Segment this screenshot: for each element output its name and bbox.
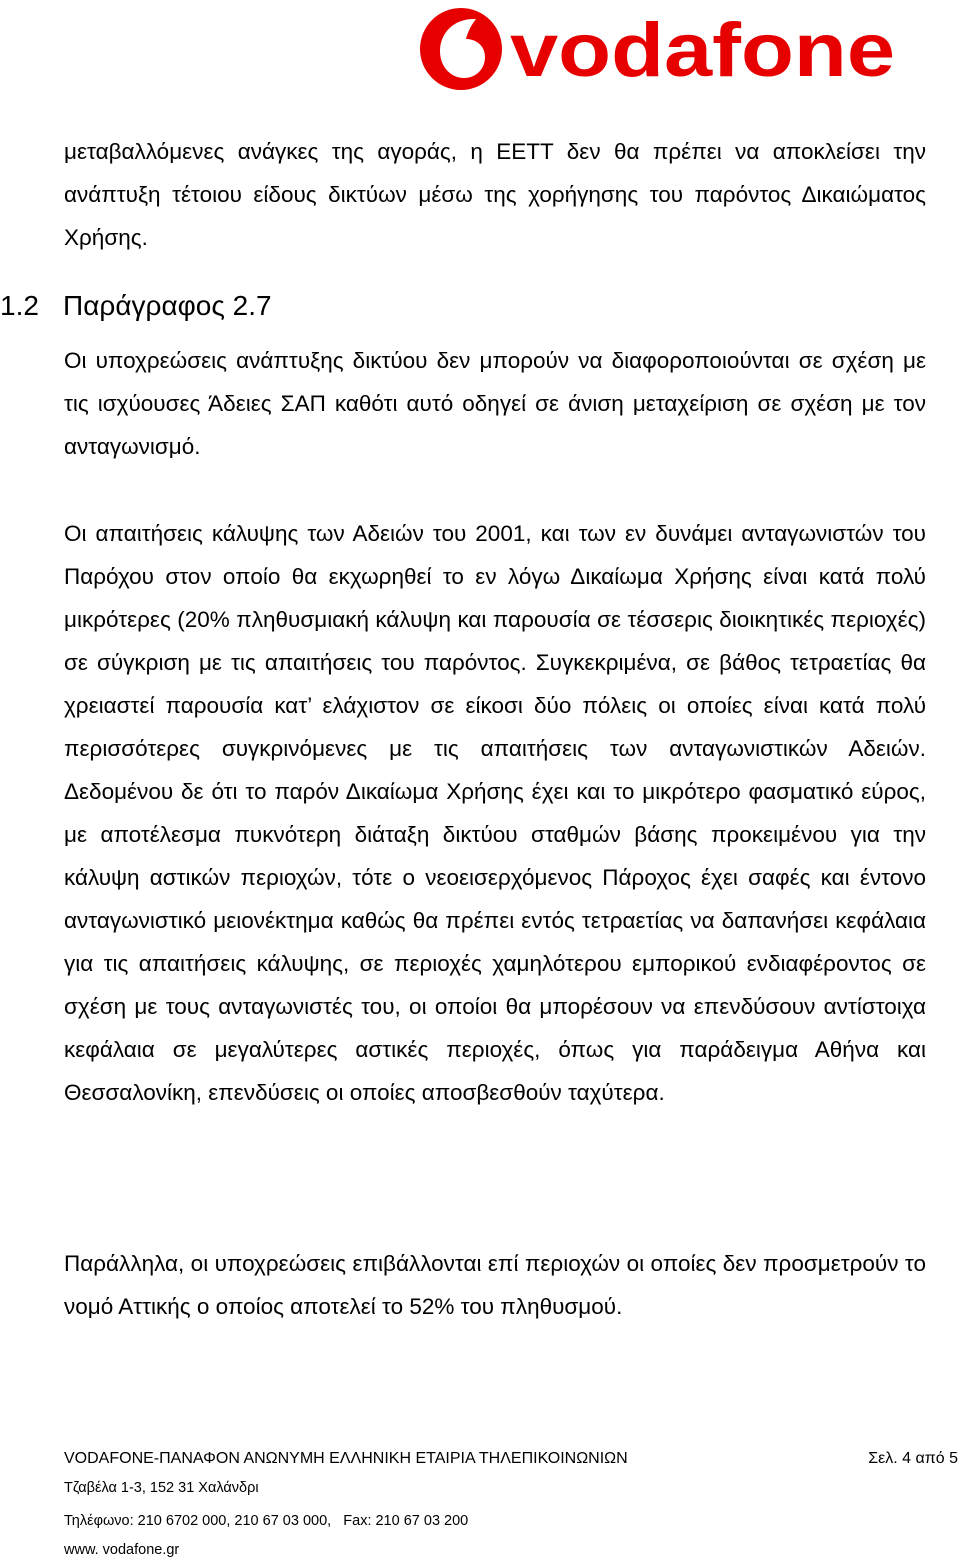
- footer-address: Τζαβέλα 1-3, 152 31 Χαλάνδρι: [64, 1480, 259, 1496]
- svg-text:vodafone: vodafone: [510, 8, 895, 92]
- paragraph-coverage: Οι απαιτήσεις κάλυψης των Αδειών του 2001, και των εν δυνάμει ανταγωνιστών του Παρόχου στον οποίο θα εκχωρηθεί το εν λόγω Δικαίωμα Χρήσης είναι κατά πολύ μικρότερες (20% πληθυσμιακή κάλυψη και παρουσία σε τέσσερις διοικητικές περιοχές) σε σύγκριση με τις απαιτήσεις του παρόντος. Συγκεκριμένα, σε βάθος τετραετίας θα χρειαστεί παρουσία κατ’ ελάχιστον σε είκοσι δύο πόλεις οι οποίες είναι κατά πολύ περισσότερες συγκρινόμενες με τις απαιτήσεις των ανταγωνιστικών Αδειών. Δεδομένου δε ότι το παρόν Δικαίωμα Χρήσης έχει και το μικρότερο φασματικό εύρος, με αποτέλεσμα πυκνότερη διάταξη δικτύου σταθμών βάσης προκειμένου για την κάλυψη αστικών περιοχών, τότε ο νεοεισερχόμενος Πάροχος έχει σαφές και έντονο ανταγωνιστικό μειονέκτημα καθώς θα πρέπει εντός τετραετίας να δαπανήσει κεφάλαια για τις απαιτήσεις κάλυψης, σε περιοχές χαμηλότερου εμπορικού ενδιαφέροντος σε σχέση με τους ανταγωνιστές του, οι οποίοι θα μπορέσουν να επενδύσουν αντίστοιχα κεφάλαια σε μεγαλύτερες αστικές περιοχές, όπως για παράδειγμα Αθήνα και Θεσσαλονίκη, επενδύσεις οι οποίες αποσβεσθούν ταχύτερα.: [64, 521, 926, 1105]
- section-title: Παράγραφος 2.7: [63, 290, 272, 321]
- vodafone-logo: [418, 6, 898, 92]
- footer-phone: Τηλέφωνο: 210 6702 000, 210 67 03 000, Fax: 210 67 03 200: [64, 1513, 469, 1529]
- paragraph-attica: Παράλληλα, οι υποχρεώσεις επιβάλλονται επί περιοχών οι οποίες δεν προσμετρούν το νομό Αττικής ο οποίος αποτελεί το 52% του πληθυσμού.: [64, 1251, 926, 1319]
- paragraph-obligations: Οι υποχρεώσεις ανάπτυξης δικτύου δεν μπορούν να διαφοροποιούνται σε σχέση με τις ισχύουσες Άδειες ΣΑΠ καθότι αυτό οδηγεί σε άνιση μεταχείριση σε σχέση με τον ανταγωνισμό.: [64, 348, 926, 459]
- section-heading: [0, 284, 272, 328]
- footer-page-number: Σελ. 4 από 5: [868, 1450, 958, 1467]
- footer-company-name: VODAFONE-ΠΑΝΑΦΟΝ ΑΝΩΝΥΜΗ ΕΛΛΗΝΙΚΗ ΕΤΑΙΡΙΑ ΤΗΛΕΠΙΚΟΙΝΩΝΙΩΝ: [64, 1450, 628, 1467]
- section-number: 1.2: [0, 290, 39, 321]
- paragraph-intro: μεταβαλλόμενες ανάγκες της αγοράς, η ΕΕΤΤ δεν θα πρέπει να αποκλείσει την ανάπτυξη τέτοιου είδους δικτύων μέσω της χορήγησης του παρόντος Δικαιώματος Χρήσης.: [64, 139, 926, 250]
- footer-website: www. vodafone.gr: [64, 1542, 180, 1558]
